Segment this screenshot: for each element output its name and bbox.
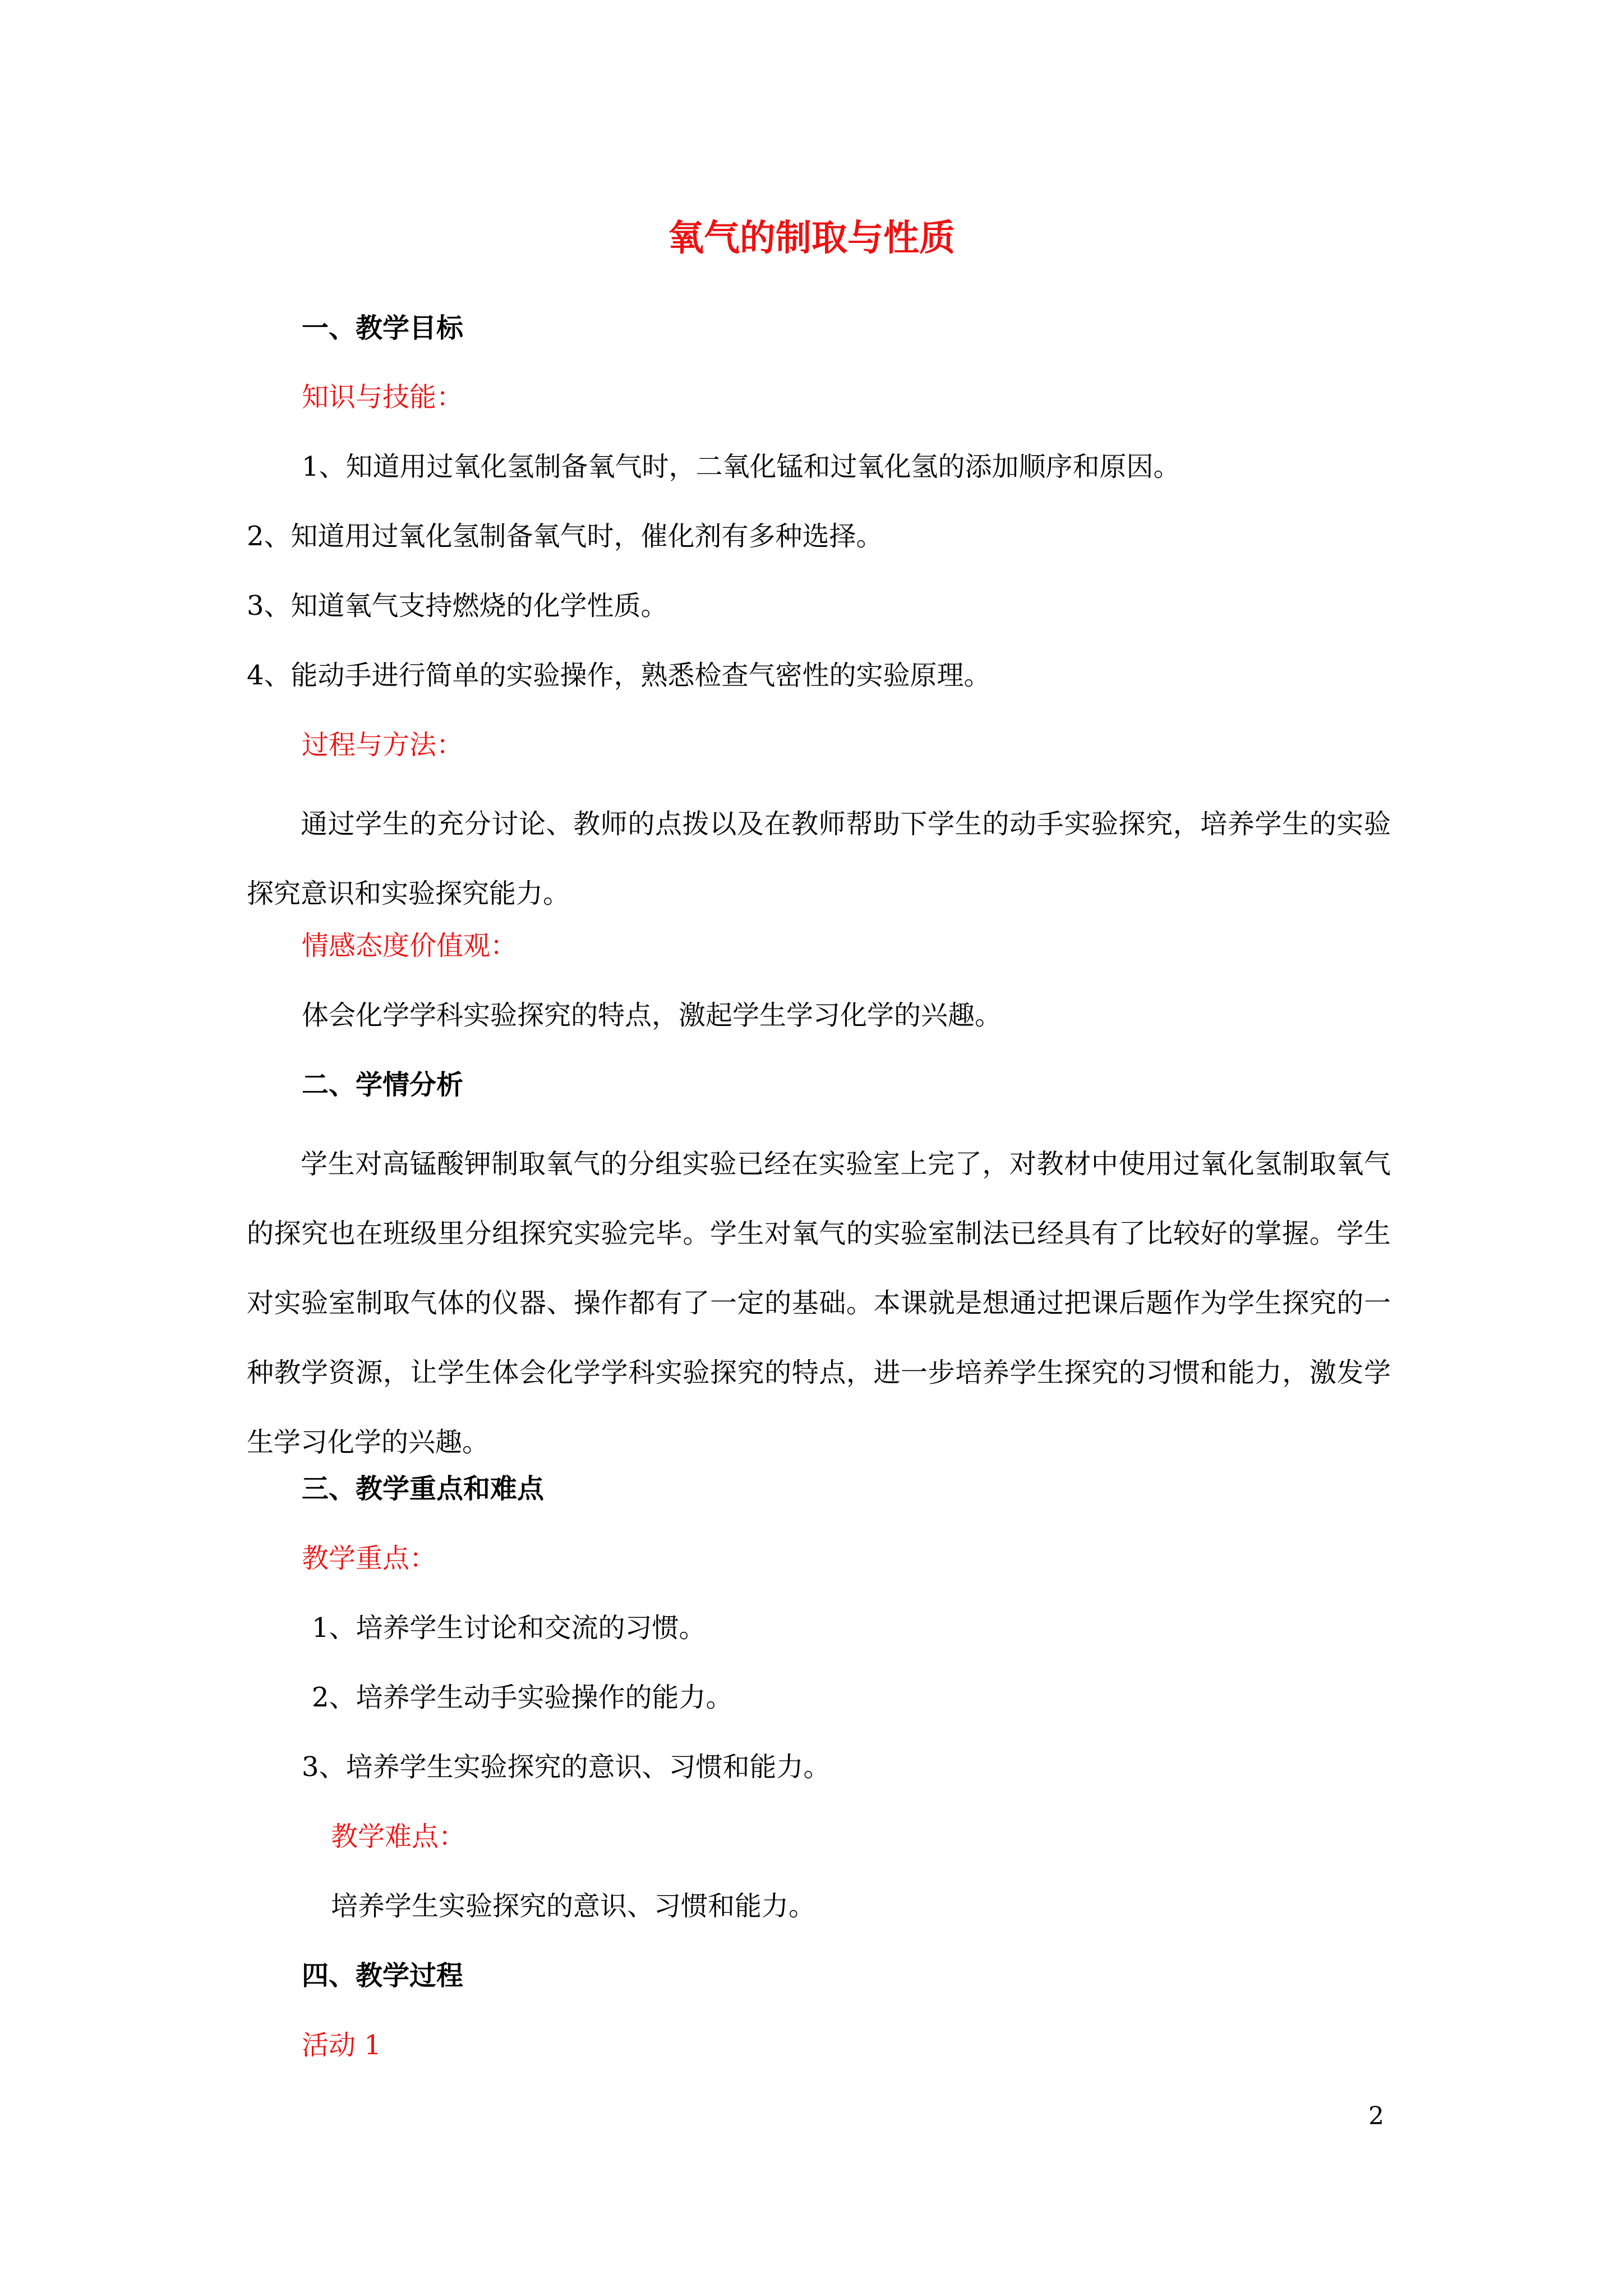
subheading-key-points: 教学重点： [302,1543,437,1574]
attitude-values-text: 体会化学学科实验探究的特点，激起学生学习化学的兴趣。 [302,1000,1002,1031]
key-point-item-1: 1、培养学生讨论和交流的习惯。 [312,1612,706,1644]
section-heading-student-analysis: 二、学情分析 [302,1069,464,1101]
document-title: 氧气的制取与性质 [668,217,955,259]
key-point-item-3: 3、培养学生实验探究的意识、习惯和能力。 [302,1751,831,1783]
activity-1-label: 活动 1 [302,2030,381,2061]
section-heading-teaching-process: 四、教学过程 [302,1960,464,1991]
difficult-points-text: 培养学生实验探究的意识、习惯和能力。 [331,1890,816,1922]
knowledge-item-4: 4、能动手进行简单的实验操作，熟悉检查气密性的实验原理。 [247,660,991,691]
key-point-item-2: 2、培养学生动手实验操作的能力。 [312,1682,733,1713]
subheading-attitude-values: 情感态度价值观： [302,930,518,961]
process-method-paragraph: 通过学生的充分讨论、教师的点拨以及在教师帮助下学生的动手实验探究，培养学生的实验探究意识和实验探究能力。 [247,808,1391,909]
section-heading-teaching-goals: 一、教学目标 [302,312,464,344]
subheading-process-method: 过程与方法： [302,729,464,761]
knowledge-item-2: 2、知道用过氧化氢制备氧气时，催化剂有多种选择。 [247,521,883,552]
knowledge-item-1: 1、知道用过氧化氢制备氧气时，二氧化锰和过氧化氢的添加顺序和原因。 [302,451,1181,482]
knowledge-item-3: 3、知道氧气支持燃烧的化学性质。 [247,590,668,622]
subheading-difficult-points: 教学难点： [331,1821,466,1852]
section-heading-key-difficult-points: 三、教学重点和难点 [302,1473,545,1504]
student-analysis-paragraph: 学生对高锰酸钾制取氧气的分组实验已经在实验室上完了，对教材中使用过氧化氢制取氧气的探究也在班级里分组探究实验完毕。学生对氧气的实验室制法已经具有了比较好的掌握。学生对实验室制取气体的仪器、操作都有了一定的基础。本课就是想通过把课后题作为学生探究的一种教学资源，让学生体会化学学科实验探究的特点，进一步培养学生探究的习惯和能力，激发学生学习化学的兴趣。 [247,1148,1391,1458]
subheading-knowledge-skills: 知识与技能： [302,381,464,413]
page-number: 2 [1368,2102,1384,2131]
